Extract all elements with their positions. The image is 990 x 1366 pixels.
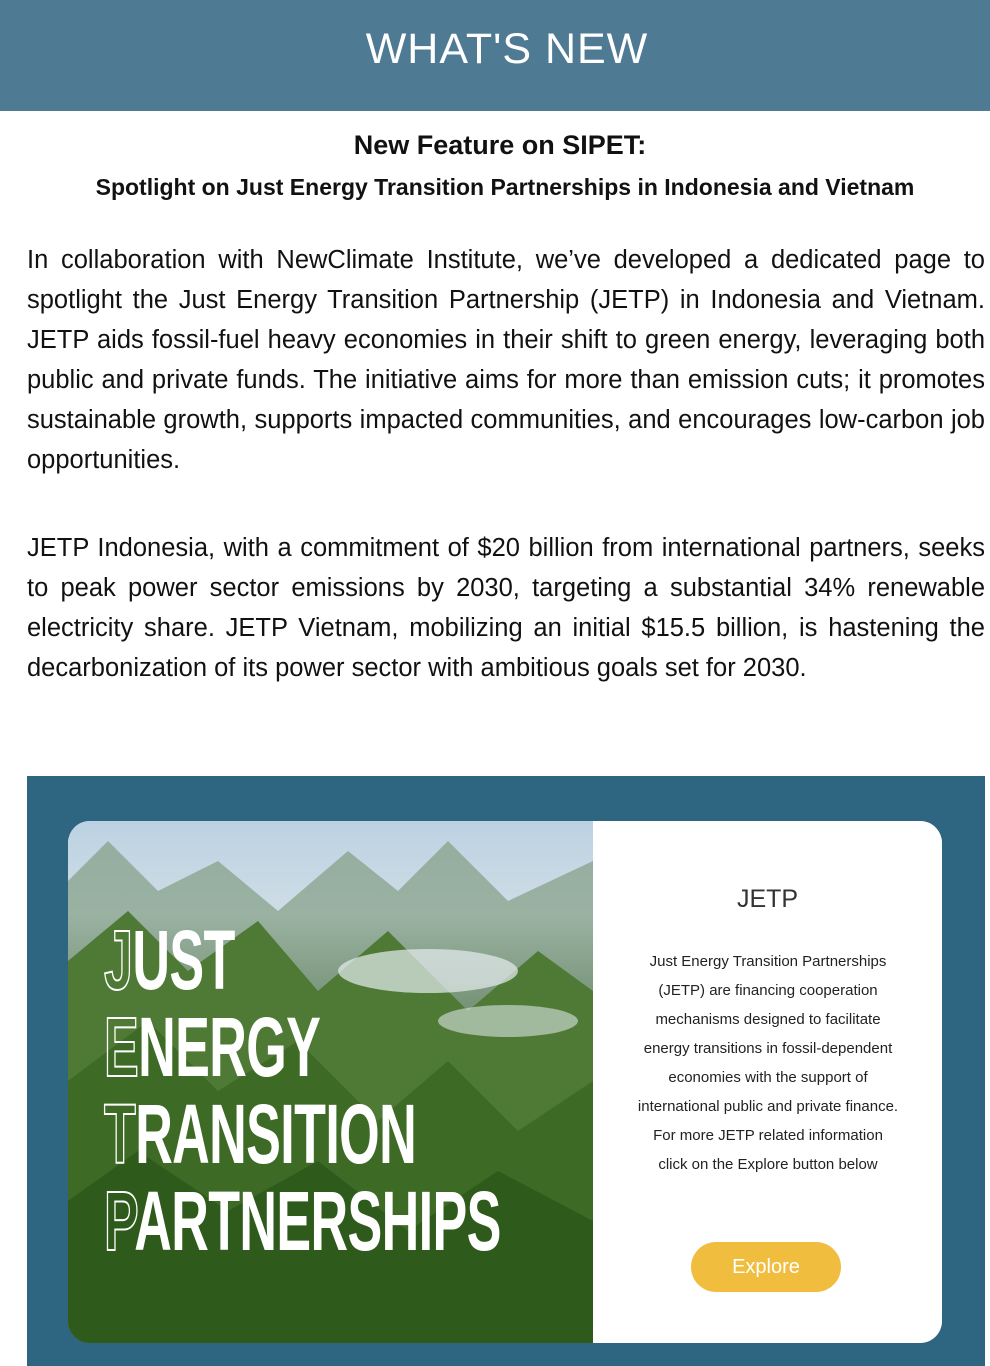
article-subheadline: Spotlight on Just Energy Transition Partnerships in Indonesia and Vietnam [95, 174, 915, 200]
jetp-info-panel [593, 821, 942, 1343]
article-paragraph: In collaboration with NewClimate Institute, we’ve developed a dedicated page to spotlight the Just Energy Transition Partnership (JETP) in Indonesia and Vietnam. JETP aids fossil-fuel heavy economies in their shift to green energy, leveraging both public and private funds. The initiative aims for more than emission cuts; it promotes sustainable growth, supports impacted communities, and encourages low-carbon job opportunities. [27, 246, 985, 474]
article-headline: New Feature on SIPET: [353, 130, 647, 160]
header-title: WHAT'S NEW [365, 25, 649, 73]
jetp-wordmark: JUST ENERGY TRANSITION PARTNERSHIPS [104, 913, 501, 1268]
article-paragraph: JETP Indonesia, with a commitment of $20 billion from international partners, seeks to peak power sector emissions by 2030, targeting a substantial 34% renewable electricity share. JETP Vietnam, mobilizing an initial $15.5 billion, is hastening the decarbonization of its power sector with ambitious goals set for 2030. [27, 534, 985, 682]
mountain-forest-image [68, 821, 593, 1343]
whats-new-header [0, 0, 990, 111]
explore-button[interactable]: Explore [691, 1242, 841, 1292]
card-description: Just Energy Transition Partnerships (JETP) are financing cooperation mechanisms designed to facilitate energy transitions in fossil-dependent economies with the support of international public and private finance. For more JETP related information click on the Explore button below [637, 953, 899, 1173]
card-title: JETP [736, 885, 799, 913]
jetp-card[interactable] [68, 821, 942, 1343]
